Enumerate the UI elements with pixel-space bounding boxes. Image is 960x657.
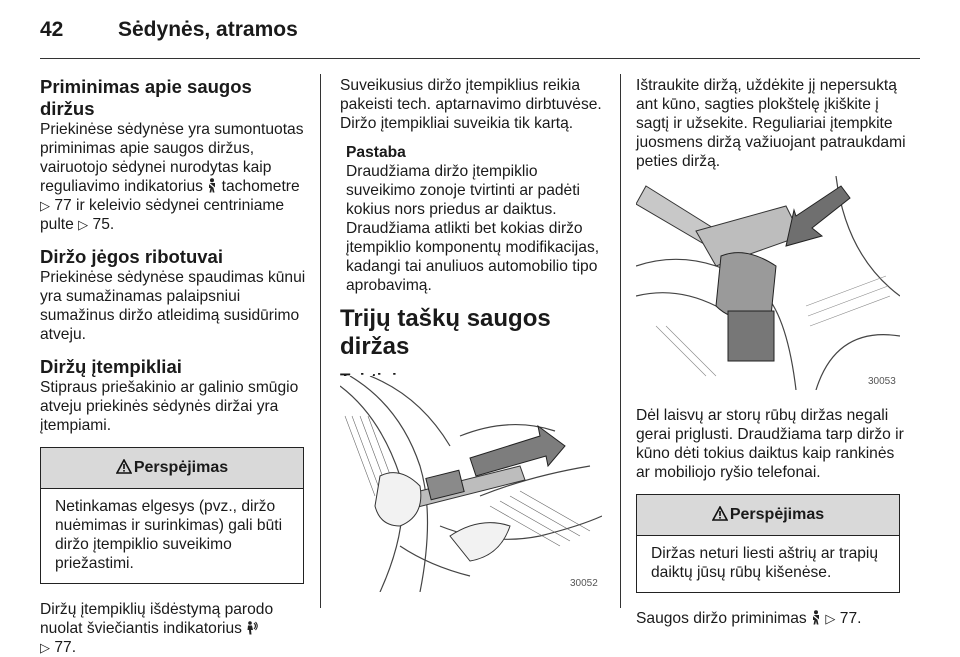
warning-box — [40, 447, 304, 584]
warning-box — [636, 494, 900, 593]
page-ref-link[interactable]: 77. — [54, 639, 77, 656]
pretensioners-text: Stipraus priešakinio ar galinio smūgio atveju priekinės sėdynės diržai yra įtempiami. — [40, 379, 299, 434]
note-text: Draudžiama diržo įtempiklio suveikimo zonoje tvirtinti ar padėti kokius nors priedus ar daiktus. Draudžiama atlikti bet kokias diržo įtempiklio komponentų modifikacijas, kadangi tai anuliuos automobilio tipo aprobavimą. — [346, 163, 600, 294]
fasten-instructions-text: Ištraukite diržą, uždėkite jį nepersuktą ant kūno, sagties plokštelę įkiškite į sagtį ir užsekite. Reguliariai įtempkite juosmens diržą važiuojant patraukdami peties diržą. — [636, 77, 906, 170]
warning-header: Perspėjimas — [41, 448, 303, 489]
belt-reminder-text: Priekinėse sėdynėse yra sumontuotas priminimas apie saugos diržus, vairuotojo sėdynei nurodytas kaip reguliavimo indikatorius tachometre ▷ 77 ir keleivio sėdynei centriniame pulte ▷ 75. — [40, 121, 304, 233]
section-title-three-point-belt: Trijų taškų saugos diržas — [340, 305, 551, 360]
page-ref-icon: ▷ — [40, 198, 50, 213]
indicator-text: Diržų įtempiklių išdėstymą parodo nuolat šviečiantis indikatorius ▷ 77. — [40, 601, 274, 656]
section-title-belt-reminder: Priminimas apie saugos diržus — [40, 76, 252, 119]
page-ref-icon: ▷ — [825, 611, 836, 626]
figure-label: 30053 — [868, 376, 896, 387]
section-title-pretensioners: Diržų įtempikliai — [40, 356, 182, 377]
page-ref-icon: ▷ — [40, 640, 50, 655]
column-divider-1 — [320, 74, 321, 608]
figure-label: 30052 — [570, 578, 598, 589]
header-rule — [40, 58, 920, 59]
page-header-title: Sėdynės, atramos — [118, 18, 298, 41]
page-ref-link[interactable]: 75. — [92, 216, 115, 233]
buckling-belt-illustration — [340, 376, 602, 592]
page-number: 42 — [40, 18, 64, 41]
warning-text: Diržas neturi liesti aštrių ar trapių daiktų jūsų rūbų kišenėse. — [651, 545, 879, 581]
note-title: Pastaba — [346, 144, 406, 161]
column-3-lower — [636, 406, 908, 628]
seatbelt-icon — [207, 178, 217, 193]
column-divider-2 — [620, 74, 621, 608]
section-title-force-limiters: Diržo jėgos ribotuvai — [40, 246, 223, 267]
page-ref-link[interactable]: 77 — [54, 197, 72, 214]
force-limiters-text: Priekinėse sėdynėse spaudimas kūnui yra sumažinamas palaipsniui sumažinus diržo atleidimą susidūrimo atveju. — [40, 269, 306, 343]
page-ref-link[interactable]: 77. — [839, 610, 862, 627]
clothing-warning-text: Dėl laisvų ar storų rūbų diržas negali gerai priglusti. Draudžiama tarp diržo ir kūno dėti tokius daiktus kaip rankinės ar mobiliojo ryšio telefonai. — [636, 407, 904, 481]
note-block — [340, 143, 610, 295]
page-ref-icon: ▷ — [78, 217, 89, 232]
figure-buckling-belt — [340, 376, 602, 592]
warning-text: Netinkamas elgesys (pvz., diržo nuėmimas ir surinkimas) gali būti diržo įtempiklio suveikimo priežastimi. — [55, 498, 283, 572]
airbag-pretensioner-icon — [246, 621, 258, 635]
warning-triangle-icon — [116, 459, 132, 474]
replace-pretensioners-text: Suveikusius diržo įtempiklius reikia pakeisti tech. aptarnavimo dirbtuvėse. Diržo įtempikliai suveikia tik kartą. — [340, 77, 602, 132]
seatbelt-icon — [811, 610, 821, 625]
figure-buckle-closeup — [636, 176, 900, 390]
reminder-reference-text: Saugos diržo priminimas ▷ 77. — [636, 610, 862, 627]
column-2 — [340, 76, 610, 391]
buckle-closeup-illustration — [636, 176, 900, 390]
column-3 — [636, 76, 908, 171]
warning-header: Perspėjimas — [637, 495, 899, 536]
warning-triangle-icon — [712, 506, 728, 521]
column-1 — [40, 76, 310, 657]
